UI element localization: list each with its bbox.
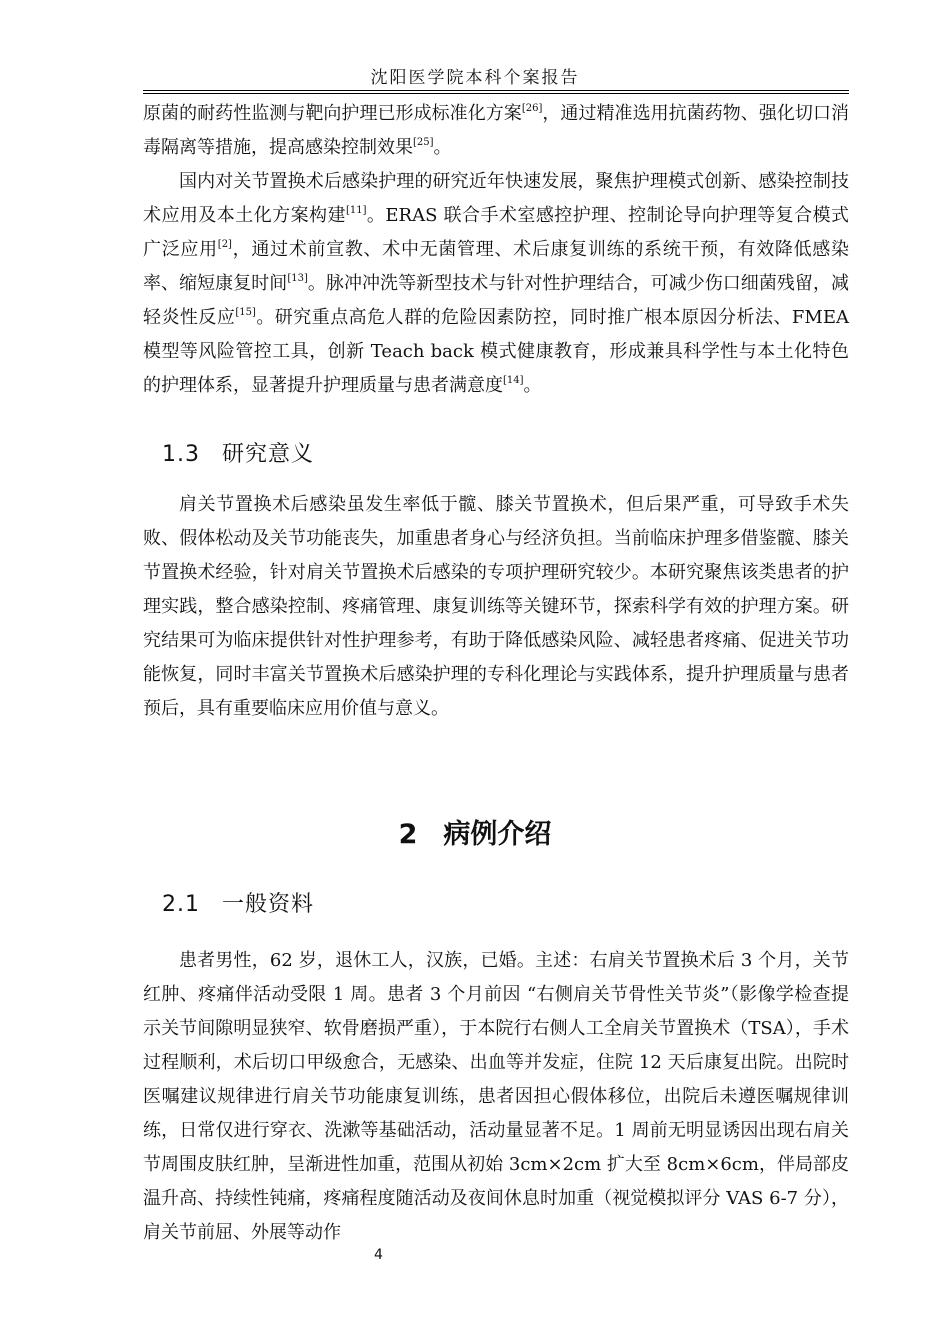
paragraph-domestic-research: 国内对关节置换术后感染护理的研究近年快速发展，聚焦护理模式创新、感染控制技术应用及本土化方案构建[11]。ERAS 联合手术室感控护理、控制论导向护理等复合模式广泛应用[2]，通过术前宣教、术中无菌管理、术后康复训练的系统干预，有效降低感染率、缩短康复时间[13]。脉冲冲洗等新型技术与针对性护理结合，可减少伤口细菌残留，减轻炎性反应[15]。研究重点高危人群的危险因素防控，同时推广根本原因分析法、FMEA 模型等风险管控工具，创新 Teach back 模式健康教育，形成兼具科学性与本土化特色的护理体系，显著提升护理质量与患者满意度[14]。 (143, 171, 850, 396)
paragraph-general-information: 患者男性，62 岁，退休工人，汉族，已婚。主述：右肩关节置换术后 3 个月，关节红肿、疼痛伴活动受限 1 周。患者 3 个月前因 “右侧肩关节骨性关节炎”（影像学检查提示关节间隙明显狭窄、软骨磨损严重），于本院行右侧人工全肩关节置换术（TSA），手术过程顺利，术后切口甲级愈合，无感染、出血等并发症，住院 12 天后康复出院。出院时医嘱建议规律进行肩关节功能康复训练，患者因担心假体移位，出院后未遵医嘱规律训练，日常仅进行穿衣、洗漱等基础活动，活动量显著不足。1 周前无明显诱因出现右肩关节周围皮肤红肿，呈渐进性加重，范围从初始 3cm×2cm 扩大至 8cm×6cm，伴局部皮温升高、持续性钝痛，疼痛程度随活动及夜间休息时加重（视觉模拟评分 VAS 6-7 分），肩关节前屈、外展等动作 (143, 950, 849, 1243)
citation: [13] (287, 273, 308, 284)
header-rule-secondary (143, 93, 849, 94)
citation: [25] (413, 137, 434, 148)
paragraph-research-significance: 肩关节置换术后感染虽发生率低于髋、膝关节置换术，但后果严重，可导致手术失败、假体松动及关节功能丧失，加重患者身心与经济负担。当前临床护理多借鉴髋、膝关节置换术经验，针对肩关节置换术后感染的专项护理研究较少。本研究聚焦该类患者的护理实践，整合感染控制、疼痛管理、康复训练等关键环节，探索科学有效的护理方案。研究结果可为临床提供针对性护理参考，有助于降低感染风险、减轻患者疼痛、促进关节功能恢复，同时丰富关节置换术后感染护理的专科化理论与实践体系，提升护理质量与患者预后，具有重要临床应用价值与意义。 (143, 494, 849, 719)
paragraph-foreign-research: 原菌的耐药性监测与靶向护理已形成标准化方案[26]，通过精准选用抗菌药物、强化切口消毒隔离等措施，提高感染控制效果[25]。 (143, 103, 849, 158)
section-heading-1-3: 1.3 研究意义 (162, 442, 315, 467)
page-number: 4 (374, 1247, 383, 1263)
citation: [2] (217, 239, 232, 250)
citation: [11] (345, 205, 367, 216)
citation: [26] (521, 103, 543, 114)
running-header: 沈阳医学院本科个案报告 (370, 68, 580, 88)
section-heading-2-1: 2.1 一般资料 (162, 892, 315, 917)
citation: [15] (235, 307, 256, 318)
chapter-heading-2: 2 病例介绍 (398, 819, 552, 850)
citation: [14] (503, 375, 524, 386)
header-rule (143, 90, 849, 91)
